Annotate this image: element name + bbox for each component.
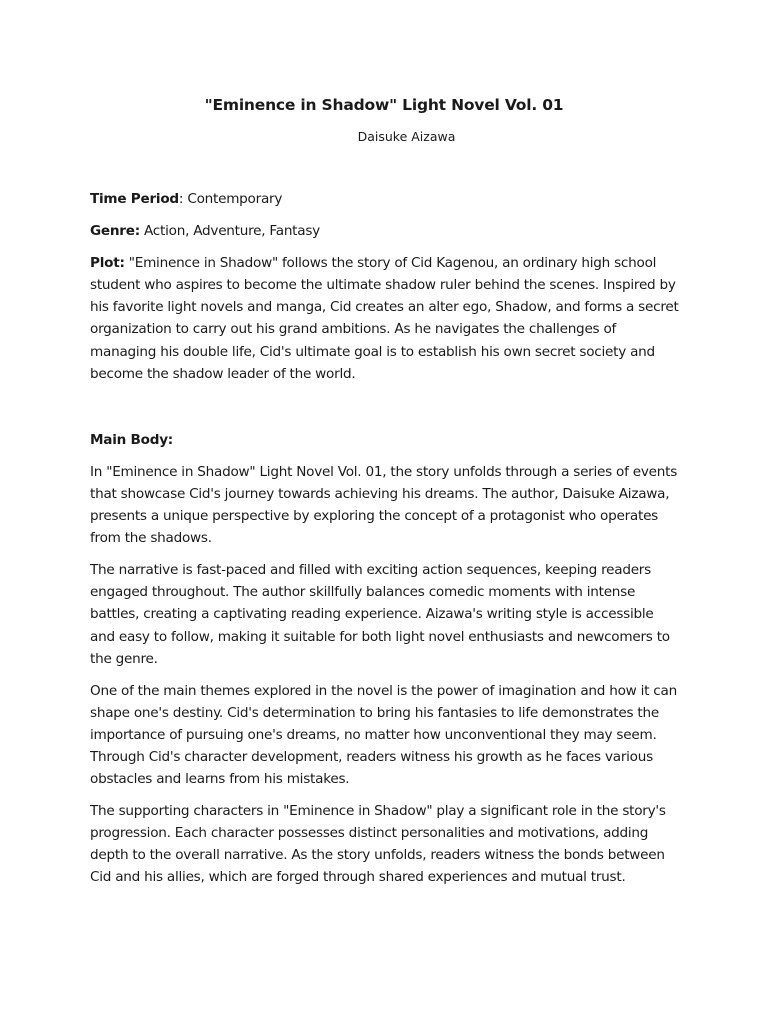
body-paragraph-2: The narrative is fast-paced and filled with exciting action sequences, keeping readers engaged throughout. The author skillfully balances comedic moments with intense battles, creating a captivating reading experience. Aizawa's writing style is accessible and easy to follow, making it suitable for both light novel enthusiasts and newcomers to the genre. (90, 562, 670, 667)
main-body-heading (90, 429, 682, 451)
body-paragraph-3: One of the main themes explored in the novel is the power of imagination and how it can shape one's destiny. Cid's determination to bring his fantasies to life demonstrates the importance of pursuing one's dreams, no matter how unconventional they may seem. Through Cid's character development, readers witness his growth as he faces various obstacles and learns from his mistakes. (90, 682, 677, 788)
main-body-heading-text: Main Body: (90, 431, 173, 448)
genre-label: Genre: (90, 223, 140, 240)
plot-paragraph (90, 252, 682, 385)
plot-text: "Eminence in Shadow" follows the story of Cid Kagenou, an ordinary high school student who aspires to become the ultimate shadow ruler behind the scenes. Inspired by his favorite light novels and manga, Cid creates an alter ego, Shadow, and forms a secret organization to carry out his grand ambitions. As he navigates the challenges of managing his double life, Cid's ultimate goal is to establish his own secret society and become the shadow leader of the world. (90, 255, 679, 382)
section-spacer (90, 395, 682, 429)
document-author: Daisuke Aizawa (357, 129, 456, 144)
plot-label: Plot: (90, 255, 125, 272)
body-paragraph-1: In "Eminence in Shadow" Light Novel Vol. 01, the story unfolds through a series of events that showcase Cid's journey towards achieving his dreams. The author, Daisuke Aizawa, presents a unique perspective by exploring the concept of a protagonist who operates from the shadows. (90, 463, 678, 547)
document-body (90, 188, 682, 899)
time-period-value: : Contemporary (178, 191, 283, 207)
body-paragraph-4: The supporting characters in "Eminence in Shadow" play a significant role in the story's progression. Each character possesses distinct personalities and motivations, adding depth to the overall narrative. As the story unfolds, readers witness the bonds between Cid and his allies, which are forged through shared experiences and mutual trust. (90, 803, 666, 886)
document-title: "Eminence in Shadow" Light Novel Vol. 01 (204, 96, 564, 114)
genre-value: Action, Adventure, Fantasy (139, 223, 320, 240)
genre-line (90, 220, 682, 242)
time-period-line (90, 188, 682, 210)
time-period-label: Time Period (90, 191, 179, 207)
